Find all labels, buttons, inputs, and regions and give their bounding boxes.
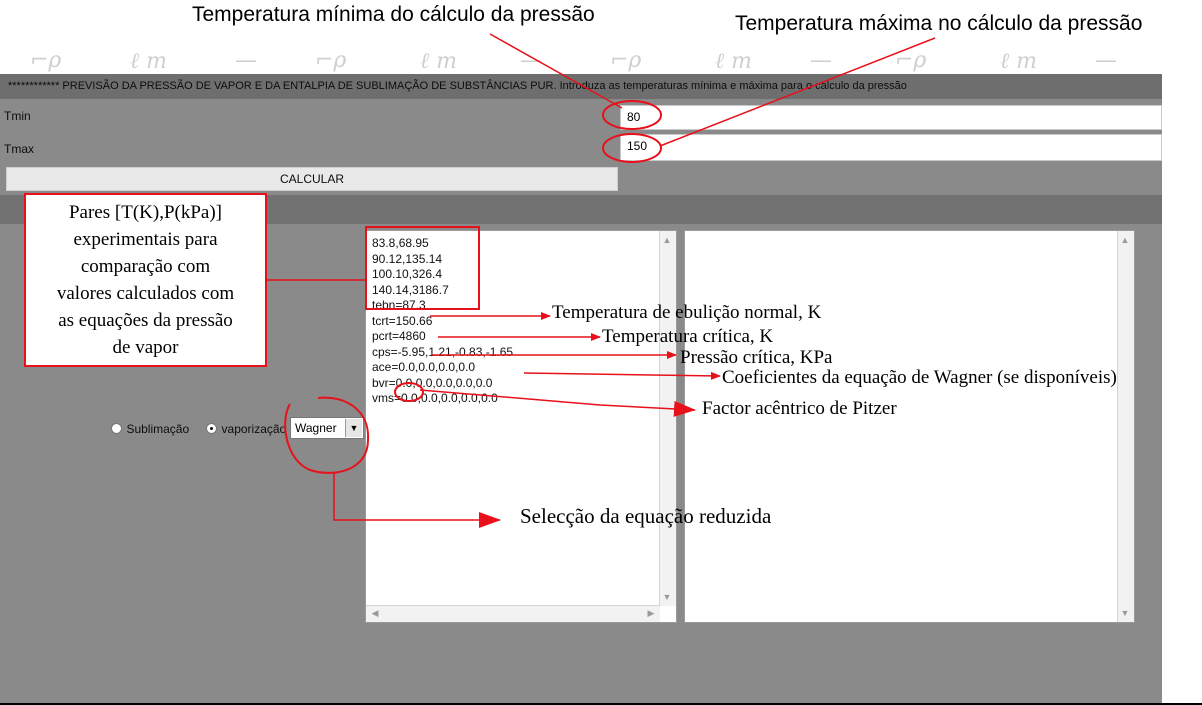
pairs-line: valores calculados com [56,283,235,304]
select-note: Selecção da equação reduzida [520,504,772,528]
data-line: 90.12,135.14 [372,251,443,266]
data-line: vms=0.0,0.0,0.0,0.0,0.0 [372,391,498,405]
data-line: cps=-5.95,1.21,-0.83,-1.65 [372,344,514,359]
tmax-label: Tmax [4,142,34,156]
scroll-down-icon[interactable]: ▼ [1120,608,1130,618]
scroll-left-icon[interactable]: ◀ [371,608,379,618]
pairs-line: comparação com [80,256,211,277]
data-line: ace=0.0,0.0,0.0,0.0 [372,360,476,374]
radio-vaporization-label: vaporização [221,421,287,436]
data-line: pcrt=4860 [372,329,426,343]
data-line: 100.10,326.4 [372,267,443,281]
pairs-line: experimentais para [73,229,218,250]
data-line: bvr=0.0,0.0,0.0,0.0,0.0 [372,375,493,390]
equation-select-value: Wagner [295,421,337,435]
ace-note: Factor acêntrico de Pitzer [702,398,897,419]
ace-highlight [395,383,423,401]
pcrt-note: Pressão crítica, KPa [680,347,833,368]
tmax-leader-line [660,38,935,146]
watermark-strip: ⌐ρ ℓ m — ⌐ρ ℓ m — ⌐ρ ℓ m — ⌐ρ ℓ m — [0,48,1162,74]
data-line: tcrt=150.66 [372,313,433,328]
cps-note: Coeficientes da equação de Wagner (se disponíveis) [722,367,1117,388]
tcrt-note: Temperatura crítica, K [602,326,774,347]
scroll-up-icon[interactable]: ▲ [662,235,672,245]
tebn-note: Temperatura de ebulição normal, K [552,302,822,323]
scroll-right-icon[interactable]: ▶ [647,608,655,618]
pairs-line: as equações da pressão [58,310,233,331]
data-line: 140.14,3186.7 [372,282,449,297]
data-line: 83.8,68.95 [372,236,429,250]
tmax-highlight [603,134,661,162]
tmin-caption: Temperatura mínima do cálculo da pressão [192,3,595,26]
tmin-highlight [603,101,661,129]
tmax-caption: Temperatura máxima no cálculo da pressão [735,12,1143,35]
tmax-input[interactable]: 150 [620,134,1162,161]
radio-sublimation-label: Sublimação [126,421,190,436]
data-line: tebn=87.3 [372,298,426,312]
ace-arrow [420,390,695,410]
pairs-line: de vapor [112,337,179,358]
calculate-button[interactable]: CALCULAR [6,167,618,191]
pairs-highlight [366,227,479,309]
tmin-leader-line [490,34,622,108]
chevron-down-icon[interactable]: ▼ [345,419,362,437]
pairs-line: Pares [T(K),P(kPa)] [68,202,222,223]
select-highlight [285,398,368,473]
app-header: ************ PREVISÃO DA PRESSÃO DE VAPOR E DA ENTALPIA DE SUBLIMAÇÃO DE SUBSTÂNCIAS PUR. Introduza as temperaturas mínima e máxima para o cálculo da pressão [0,74,1162,99]
cps-arrow [524,373,720,376]
tmin-input[interactable]: 80 [620,105,1162,130]
tmin-label: Tmin [4,109,31,123]
scroll-up-icon[interactable]: ▲ [1120,235,1130,245]
scroll-down-icon[interactable]: ▼ [662,592,672,602]
select-arrow [334,472,500,520]
